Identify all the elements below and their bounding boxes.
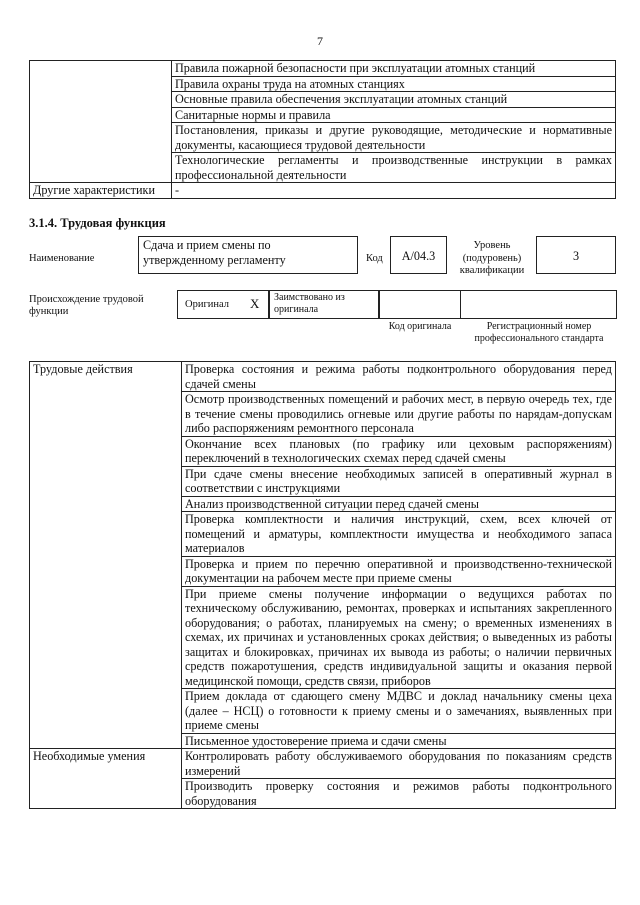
page-number: 7 <box>317 34 323 48</box>
table-row <box>30 61 616 77</box>
function-name-box: Сдача и прием смены по утвержденному регламенту <box>138 236 358 274</box>
list-item: Правила пожарной безопасности при эксплуатации атомных станций <box>172 61 616 77</box>
list-item: Основные правила обеспечения эксплуатации атомных станций <box>172 92 616 108</box>
table-cell-empty <box>30 61 172 183</box>
labor-action-item: Письменное удостоверение приема и сдачи смены <box>182 733 616 749</box>
labor-action-item: Проверка и прием по перечню оперативной и производственно-технической документации на рабочем месте при приеме смены <box>182 556 616 586</box>
code-label: Код <box>366 253 383 264</box>
labor-function-table <box>29 361 616 809</box>
labor-action-item: Окончание всех плановых (по графику или цеховым распоряжениям) переключений в технологических схемах перед сдачей смены <box>182 436 616 466</box>
labor-action-item: При сдаче смены внесение необходимых записей в оперативный журнал в соответствии с инструкциями <box>182 466 616 496</box>
list-item: Правила охраны труда на атомных станциях <box>172 76 616 92</box>
qualification-level-box: 3 <box>536 236 616 274</box>
labor-action-item: Проверка комплектности и наличия инструкций, схем, всех ключей от помещений и арматуры, комплектности имущества и необходимого запаса материалов <box>182 512 616 557</box>
original-code-caption: Код оригинала <box>388 321 452 332</box>
original-mark: X <box>250 296 260 311</box>
section-title: 3.1.4. Трудовая функция <box>29 216 166 230</box>
labor-actions-label: Трудовые действия <box>30 362 182 749</box>
original-code-cell <box>379 290 461 319</box>
labor-action-item: Анализ производственной ситуации перед сдачей смены <box>182 496 616 512</box>
labor-action-item: Прием доклада от сдающего смену МДВС и доклад начальнику смены цеха (далее – НСЦ) о готовности к приему смены и о замечаниях, выявленных при приеме смены <box>182 689 616 734</box>
function-code-box: А/04.3 <box>390 236 447 274</box>
table-row <box>30 362 616 392</box>
name-label: Наименование <box>29 253 95 264</box>
original-label: Оригинал <box>185 299 229 310</box>
list-item: Технологические регламенты и производственные инструкции в рамках профессиональной деятельности <box>172 153 616 183</box>
list-item: Постановления, приказы и другие руководящие, методические и нормативные документы, касающиеся трудовой деятельности <box>172 123 616 153</box>
labor-action-item: Проверка состояния и режима работы подконтрольного оборудования перед сдачей смены <box>182 362 616 392</box>
registration-number-caption: Регистрационный номер профессионального стандарта <box>474 321 604 344</box>
qualification-level-label: Уровень (подуровень) квалификации <box>459 240 525 276</box>
labor-action-item: При приеме смены получение информации о ведущихся работах по техническому обслуживанию, ремонтах, проверках и испытаниях закрепленного оборудования; о работах, планируемых на смену; о временных изменениях в схемах, их причинах и установленных сроках действия; о выведенных из работы защитах и блокировках, причинах их вывода из работы; о наличии первичных средств пожаротушения, средств индивидуальной защиты и оказания первой медицинской помощи, средств связи, приборов <box>182 586 616 689</box>
requirements-table-continued <box>29 60 616 199</box>
skill-item: Производить проверку состояния и режимов работы подконтрольного оборудования <box>182 779 616 809</box>
skills-label: Необходимые умения <box>30 749 182 809</box>
skill-item: Контролировать работу обслуживаемого оборудования по показаниям средств измерений <box>182 749 616 779</box>
table-row <box>30 183 616 199</box>
origin-label: Происхождение трудовой функции <box>29 294 144 317</box>
other-characteristics-label: Другие характеристики <box>30 183 172 199</box>
labor-action-item: Осмотр производственных помещений и рабочих мест, в первую очередь тех, где в течение смены проводились огневые или другие работы по нарядам-допускам либо распоряжениям ремонтного персонала <box>182 392 616 437</box>
other-characteristics-value: - <box>172 183 616 199</box>
list-item: Санитарные нормы и правила <box>172 107 616 123</box>
borrowed-label: Заимствовано из оригинала <box>274 292 345 315</box>
table-row <box>30 749 616 779</box>
